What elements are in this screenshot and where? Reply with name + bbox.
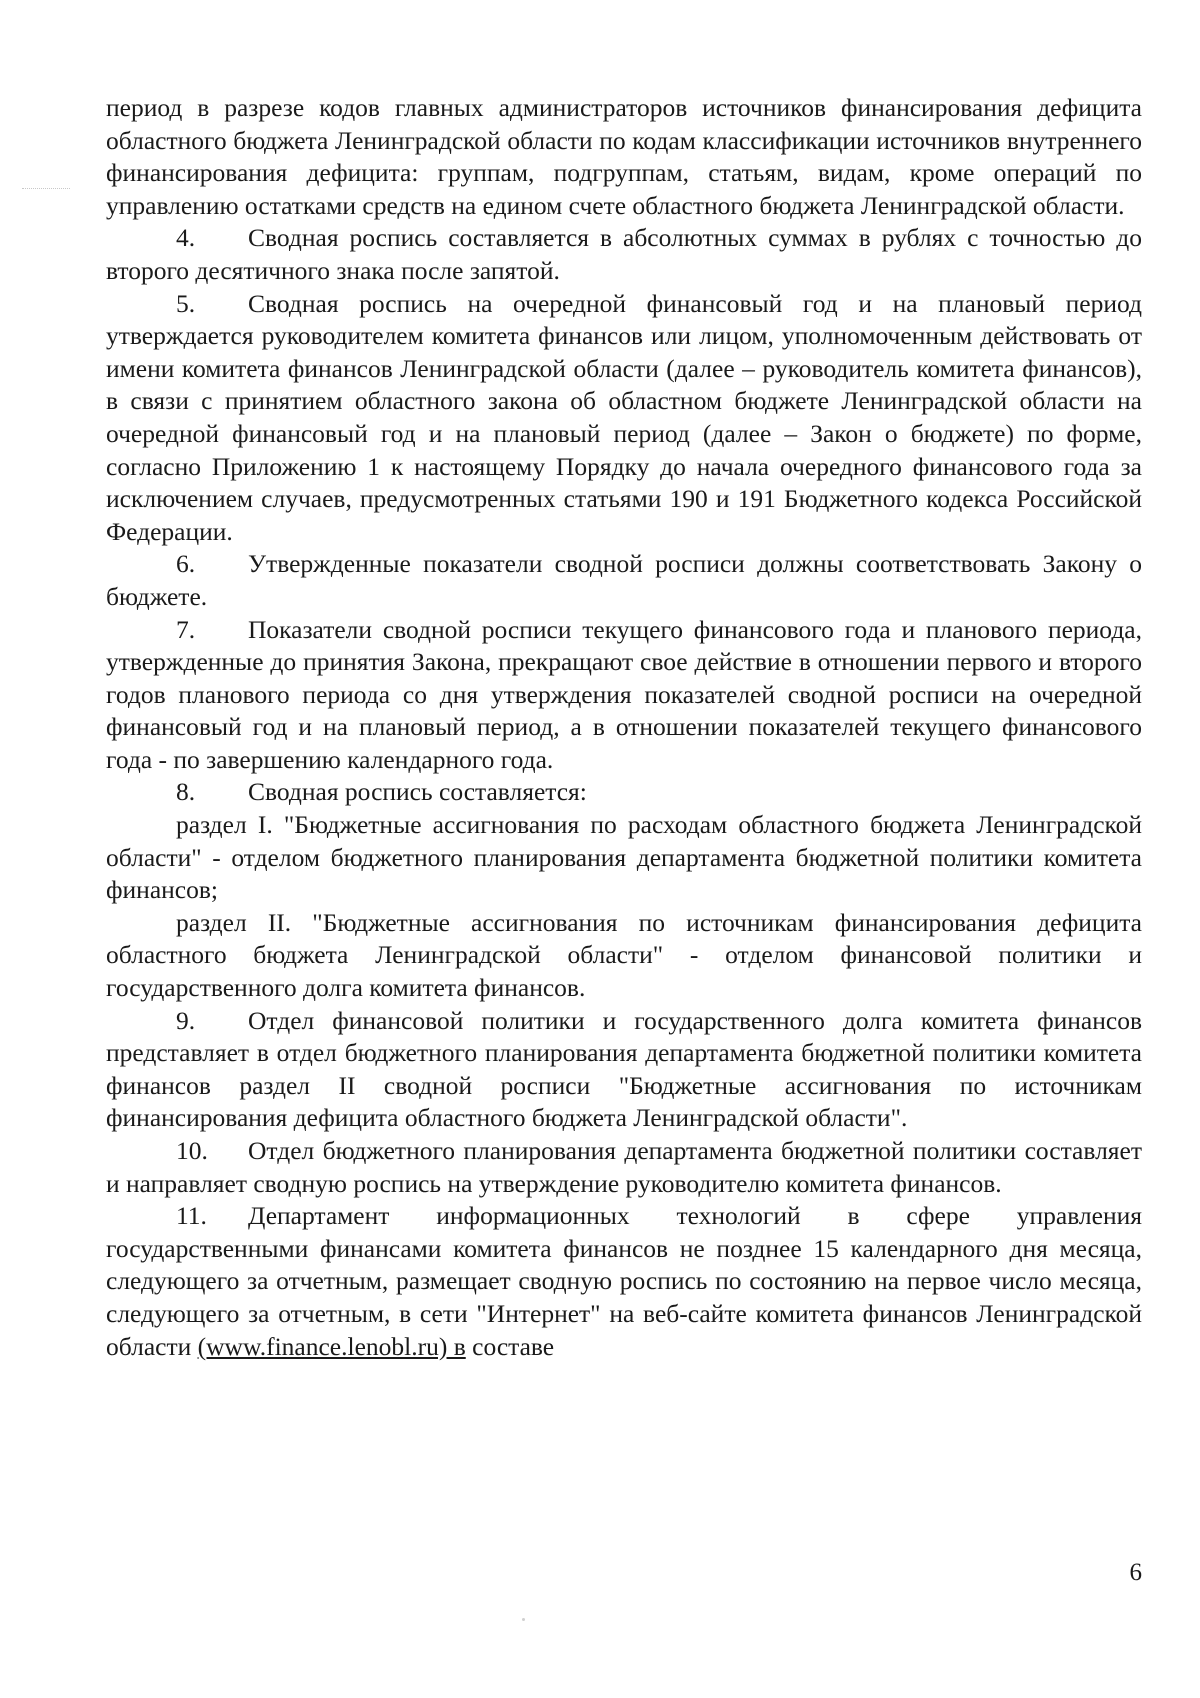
paragraph-item-6: [106, 548, 1142, 613]
item-number: 8.: [176, 777, 196, 807]
item-text: Утвержденные показатели сводной росписи должны соответствовать Закону о бюджете.: [106, 549, 1142, 611]
item-number: 7.: [176, 614, 196, 644]
item-number: 5.: [176, 288, 196, 318]
paragraph-item-9: [106, 1005, 1142, 1135]
item-text: Департамент информационных технологий в сфере управления государственными финансами комитета финансов не позднее 15 календарного дня месяца, следующего за отчетным, размещает сводную роспись по состоянию на первое число месяца, следующего за отчетным, в сети "Интернет" на веб-сайте комитета финансов Ленинградской области: [106, 1201, 1142, 1361]
item-text: Сводная роспись составляется:: [248, 777, 587, 807]
item-number: 10.: [176, 1136, 208, 1165]
website-link[interactable]: (www.finance.lenobl.ru) в: [197, 1331, 466, 1361]
item-number: 11.: [176, 1201, 207, 1231]
item-text: Отдел бюджетного планирования департамента бюджетной политики составляет и направляет сводную роспись на утверждение руководителю комитета финансов.: [106, 1136, 1142, 1198]
item-number: 6.: [176, 549, 196, 579]
item-text: Показатели сводной росписи текущего финансового года и планового периода, утвержденные до принятия Закона, прекращают свое действие в отношении первого и второго годов планового периода со дня утверждения показателей сводной росписи на очередной финансовый год и на плановый период, а в отношении показателей текущего финансового года - по завершению календарного года.: [106, 614, 1142, 774]
document-body: [106, 92, 1142, 1363]
paragraph-section-2: раздел II. "Бюджетные ассигнования по источникам финансирования дефицита областного бюджета Ленинградской области" - отделом финансовой политики и государственного долга комитета финансов.: [106, 907, 1142, 1003]
paragraph-item-7: [106, 614, 1142, 777]
paragraph-item-10: [106, 1135, 1142, 1200]
item-number: 4.: [176, 223, 196, 253]
paragraph-item-5: [106, 288, 1142, 549]
scan-artifact-dot: [522, 1618, 525, 1621]
item-text: Сводная роспись составляется в абсолютных суммах в рублях с точностью до второго десятичного знака после запятой.: [106, 223, 1142, 285]
paragraph-item-4: [106, 222, 1142, 287]
scan-artifact-mark: [22, 188, 70, 191]
item-text: Отдел финансовой политики и государственного долга комитета финансов представляет в отдел бюджетного планирования департамента бюджетной политики комитета финансов раздел II сводной росписи "Бюджетные ассигнования по источникам финансирования дефицита областного бюджета Ленинградской области".: [106, 1005, 1142, 1133]
paragraph-section-1: раздел I. "Бюджетные ассигнования по расходам областного бюджета Ленинградской области" - отделом бюджетного планирования департамента бюджетной политики комитета финансов;: [106, 810, 1142, 905]
item-text: Сводная роспись на очередной финансовый год и на плановый период утверждается руководителем комитета финансов или лицом, уполномоченным действовать от имени комитета финансов Ленинградской области (далее – руководитель комитета финансов), в связи с принятием областного закона об областном бюджете Ленинградской области на очередной финансовый год и на плановый период (далее – Закон о бюджете) по форме, согласно Приложению 1 к настоящему Порядку до начала очередного финансового года за исключением случаев, предусмотренных статьями 190 и 191 Бюджетного кодекса Российской Федерации.: [106, 288, 1142, 546]
paragraph-continuation: период в разрезе кодов главных администраторов источников финансирования дефицита областного бюджета Ленинградской области по кодам классификации источников внутреннего финансирования дефицита: группам, подгруппам, статьям, видам, кроме операций по управлению остатками средств на едином счете областного бюджета Ленинградской области.: [106, 93, 1142, 220]
page-number: 6: [1129, 1559, 1142, 1586]
item-number: 9.: [176, 1005, 196, 1035]
paragraph-item-11: [106, 1200, 1142, 1363]
paragraph-item-8: [106, 776, 1142, 809]
item-text-tail: составе: [465, 1331, 555, 1361]
